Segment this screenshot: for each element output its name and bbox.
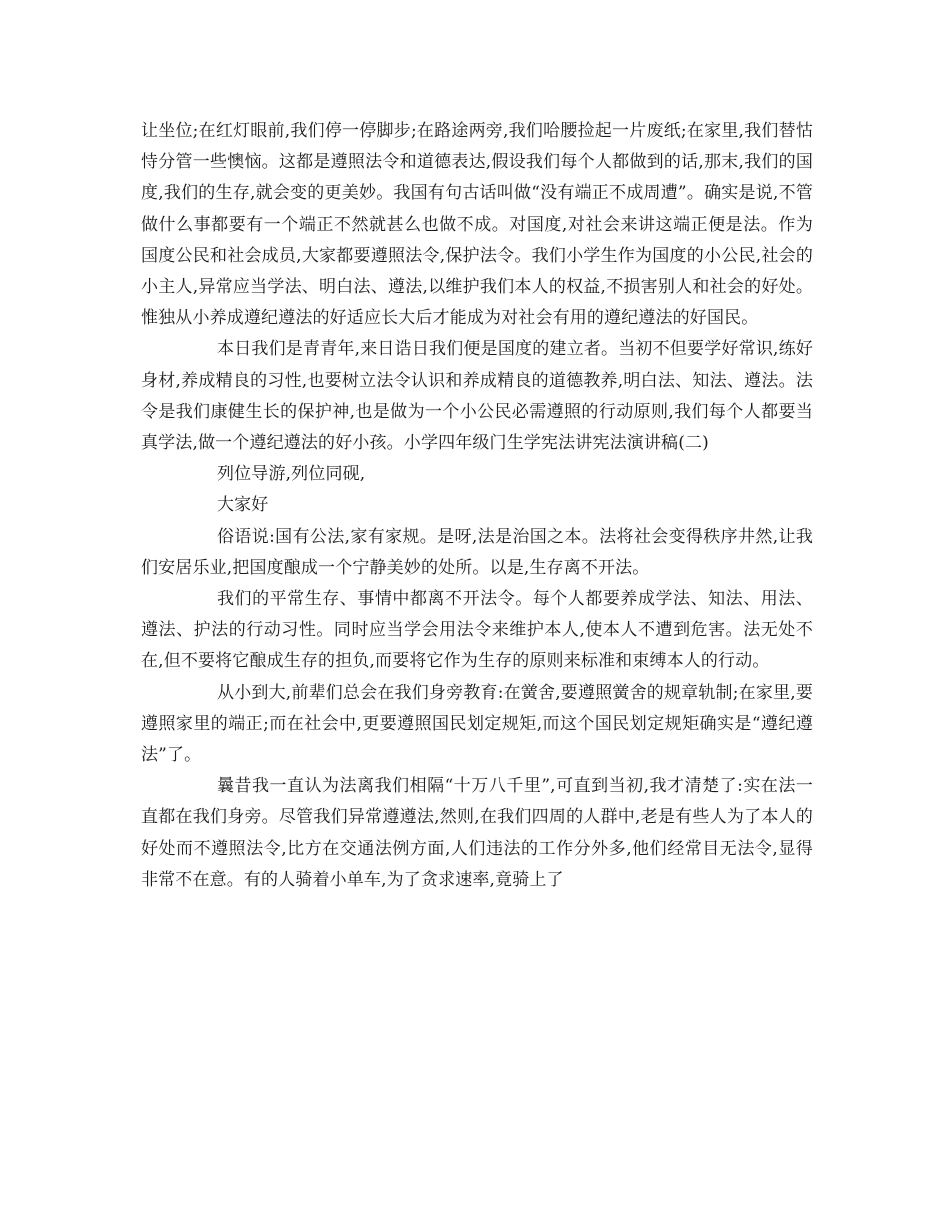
paragraph: 曩昔我一直认为法离我们相隔“十万八千里”,可直到当初,我才清楚了:实在法一直都在我们身旁。尽管我们异常遵遵法,然则,在我们四周的人群中,老是有些人为了本人的好处而不遵照法令,比方在交通法例方面,人们违法的工作分外多,他们经常目无法令,显得非常不在意。有的人骑着小单车,为了贪求速率,竟骑上了: [141, 776, 813, 890]
paragraph: 我们的平常生存、事情中都离不开法令。每个人都要养成学法、知法、用法、遵法、护法的行动习性。同时应当学会用法令来维护本人,使本人不遭到危害。法无处不在,但不要将它酿成生存的担负,而要将它作为生存的原则来标准和束缚本人的行动。: [141, 589, 813, 672]
document-body: [141, 116, 813, 896]
paragraph: 从小到大,前辈们总会在我们身旁教育:在黉舍,要遵照黉舍的规章轨制;在家里,要遵照家里的端正;而在社会中,更要遵照国民划定规矩,而这个国民划定规矩确实是“遵纪遵法”了。: [141, 682, 813, 766]
paragraph: 本日我们是青青年,来日诰日我们便是国度的建立者。当初不但要学好常识,练好身材,养成精良的习性,也要树立法令认识和养成精良的道德教养,明白法、知法、遵法。法令是我们康健生长的保护神,也是做为一个小公民必需遵照的行动原则,我们每个人都要当真学法,做一个遵纪遵法的好小孩。小学四年级门生学宪法讲宪法演讲稿(二): [141, 339, 813, 454]
salutation-line: 列位导游,列位同砚,: [217, 464, 366, 485]
paragraph: 俗语说:国有公法,家有家规。是呀,法是治国之本。法将社会变得秩序井然,让我们安居乐业,把国度酿成一个宁静美妙的处所。以是,生存离不开法。: [141, 526, 813, 578]
greeting-line: 大家好: [217, 495, 269, 516]
paragraph: 让坐位;在红灯眼前,我们停一停脚步;在路途两旁,我们哈腰捡起一片废纸;在家里,我们替怙恃分管一些懊恼。这都是遵照法令和道德表达,假设我们每个人都做到的话,那末,我们的国度,我们的生存,就会变的更美妙。我国有句古话叫做“没有端正不成周遭”。确实是说,不管做什么事都要有一个端正不然就甚么也做不成。对国度,对社会来讲这端正便是法。作为国度公民和社会成员,大家都要遵照法令,保护法令。我们小学生作为国度的小公民,社会的小主人,异常应当学法、明白法、遵法,以维护我们本人的权益,不损害别人和社会的好处。惟独从小养成遵纪遵法的好适应长大后才能成为对社会有用的遵纪遵法的好国民。: [141, 121, 814, 329]
